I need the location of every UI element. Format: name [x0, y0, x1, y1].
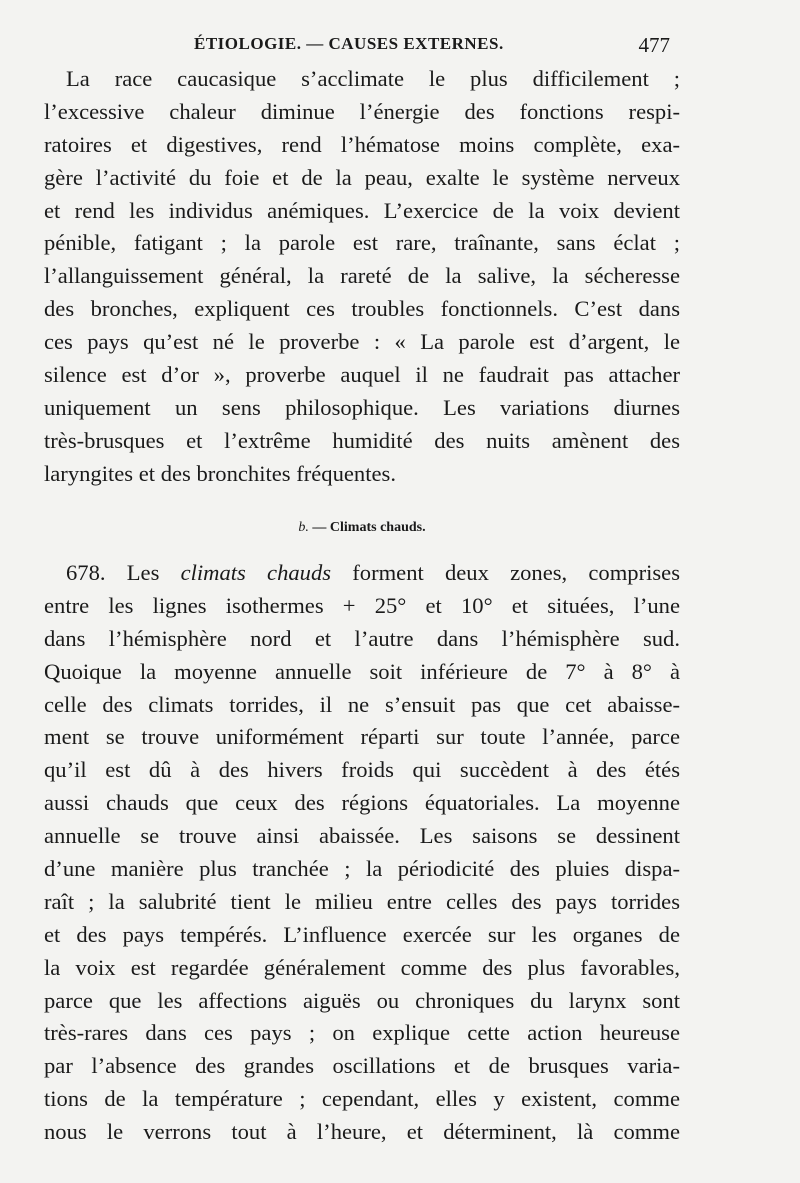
text-line: entre les lignes isothermes + 25° et 10° et situées, l’une: [44, 592, 680, 618]
first-line-rest: forment deux zones, comprises: [352, 560, 680, 585]
page-number: 477: [638, 33, 670, 57]
text-line: d’une manière plus tranchée ; la périodicité des pluies dispa-: [44, 856, 680, 882]
section-heading: [44, 520, 680, 536]
text-line: La race caucasique s’acclimate le plus difficilement ;: [66, 66, 680, 91]
text-line: qu’il est dû à des hivers froids qui succèdent à des étés: [44, 757, 680, 783]
running-title: ÉTIOLOGIE. — CAUSES EXTERNES.: [194, 34, 504, 53]
text-line: annuelle se trouve ainsi abaissée. Les saisons se dessinent: [44, 823, 680, 849]
text-line: dans l’hémisphère nord et l’autre dans l’hémisphère sud.: [44, 625, 680, 651]
text-line: par l’absence des grandes oscillations et de brusques varia-: [44, 1053, 680, 1079]
section-letter: b.: [298, 520, 309, 535]
text-line: ratoires et digestives, rend l’hématose moins complète, exa-: [44, 131, 680, 157]
paragraph-number: 678.: [66, 560, 106, 585]
text-line: pénible, fatigant ; la parole est rare, traînante, sans éclat ;: [44, 230, 680, 256]
text-line: l’excessive chaleur diminue l’énergie des fonctions respi-: [44, 98, 680, 124]
text-line-first: [44, 557, 680, 590]
text-line: Quoique la moyenne annuelle soit inférieure de 7° à 8° à: [44, 658, 680, 684]
text-line: ment se trouve uniformément réparti sur toute l’année, parce: [44, 724, 680, 750]
emphasis-climats-chauds: climats chauds: [180, 560, 332, 585]
paragraph-1: [44, 63, 680, 491]
section-title: — Climats chauds.: [312, 520, 426, 535]
text-line: silence est d’or », proverbe auquel il ne faudrait pas attacher: [44, 362, 680, 388]
text-line: parce que les affections aiguës ou chroniques du larynx sont: [44, 987, 680, 1013]
text-line: uniquement un sens philosophique. Les variations diurnes: [44, 394, 680, 420]
text-line: très-brusques et l’extrême humidité des nuits amènent des: [44, 427, 680, 453]
text-line: des bronches, expliquent ces troubles fonctionnels. C’est dans: [44, 296, 680, 322]
running-head: [44, 34, 676, 56]
text-line: et rend les individus anémiques. L’exercice de la voix devient: [44, 197, 680, 223]
text-line: celle des climats torrides, il ne s’ensuit pas que cet abaisse-: [44, 691, 680, 717]
text-line: l’allanguissement général, la rareté de la salive, la sécheresse: [44, 263, 680, 289]
text-line: aussi chauds que ceux des régions équatoriales. La moyenne: [44, 790, 680, 816]
text-line: et des pays tempérés. L’influence exercée sur les organes de: [44, 921, 680, 947]
text-line: tions de la température ; cependant, elles y existent, comme: [44, 1086, 680, 1112]
text-line: ces pays qu’est né le proverbe : « La parole est d’argent, le: [44, 329, 680, 355]
text-line: la voix est regardée généralement comme des plus favorables,: [44, 954, 680, 980]
text-line: nous le verrons tout à l’heure, et déterminent, là comme: [44, 1119, 680, 1145]
text-line: très-rares dans ces pays ; on explique cette action heureuse: [44, 1020, 680, 1046]
text-line: raît ; la salubrité tient le milieu entre celles des pays torrides: [44, 888, 680, 914]
first-line-text: Les: [126, 560, 160, 585]
paragraph-2: [44, 557, 680, 1149]
text-line: gère l’activité du foie et de la peau, exalte le système nerveux: [44, 164, 680, 190]
text-line: laryngites et des bronchites fréquentes.: [44, 460, 396, 486]
